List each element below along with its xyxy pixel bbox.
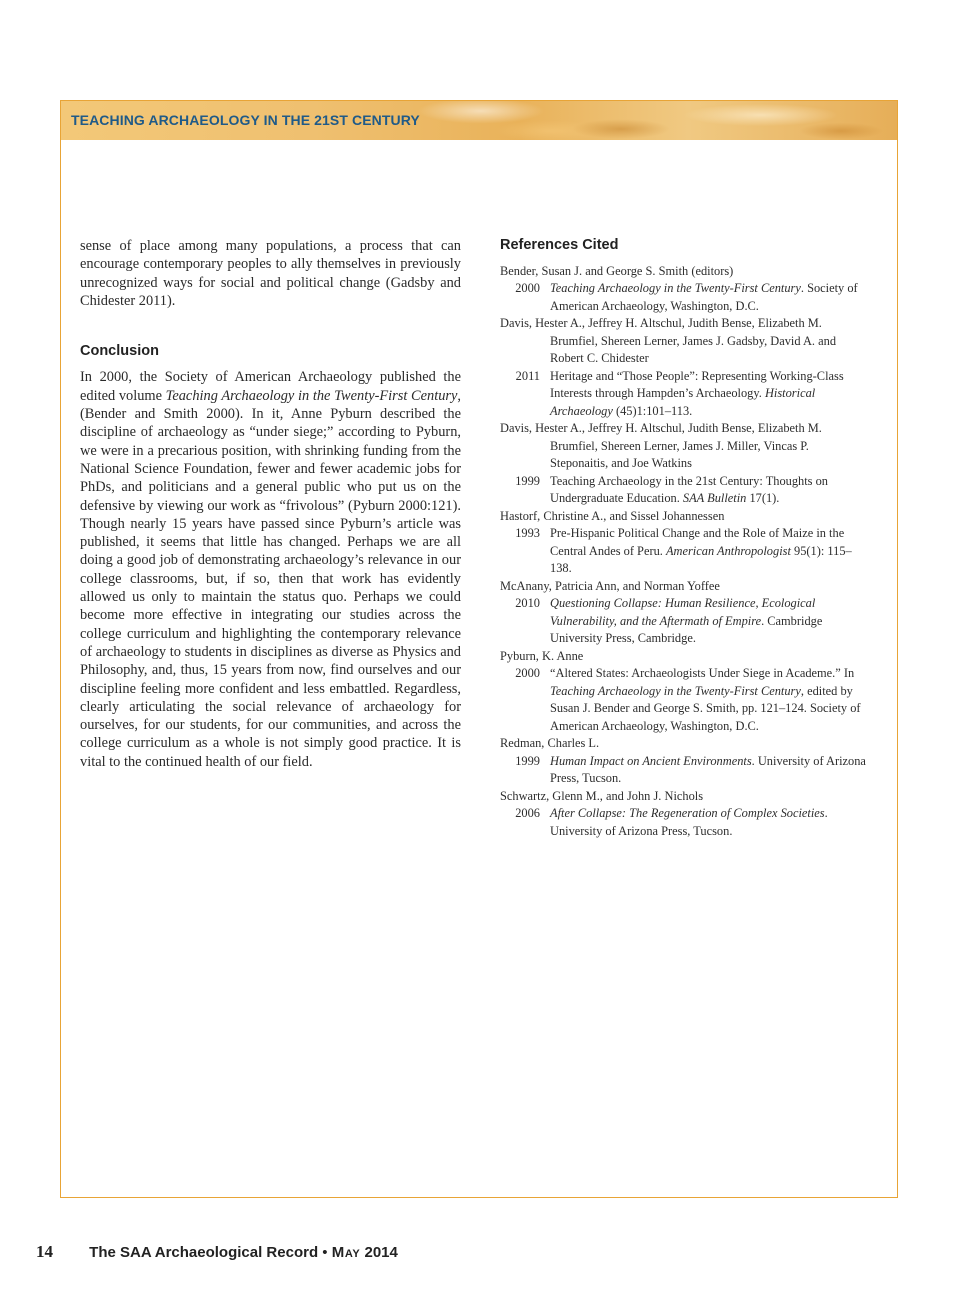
footer-separator: •	[322, 1244, 328, 1261]
intro-paragraph: sense of place among many populations, a process that can encourage contemporary peoples to ally themselves in previously unrecognized ways for social and political change (Gadsby and Chidester 2011).	[80, 238, 461, 309]
issue-year: 2014	[364, 1244, 398, 1261]
reference-citation	[550, 595, 870, 648]
text-run: 17(1).	[746, 491, 780, 505]
reference-citation	[550, 280, 870, 315]
reference-entry	[500, 595, 870, 648]
banner-title: TEACHING ARCHAEOLOGY IN THE 21ST CENTURY	[71, 112, 420, 128]
reference-author: Hastorf, Christine A., and Sissel Johannessen	[500, 508, 725, 523]
reference-item	[500, 508, 870, 578]
reference-entry	[500, 473, 870, 508]
reference-year: 2010	[515, 596, 540, 610]
conclusion-heading: Conclusion	[80, 343, 159, 360]
italic-text: Human Impact on Ancient Environments	[550, 753, 752, 768]
left-column	[80, 237, 461, 771]
text-run: . University of Arizona Press, Tucson.	[550, 753, 866, 785]
text-run: Pre-Hispanic Political Change and the Role of Maize in the Central Andes of Peru.	[550, 526, 845, 558]
reference-year: 2000	[515, 666, 540, 680]
text-run: Teaching Archaeology in the 21st Century: Thoughts on Undergraduate Education.	[550, 473, 828, 505]
references-column	[500, 237, 870, 840]
italic-text: American Anthropologist	[665, 543, 791, 558]
text-run: . University of Arizona Press, Tucson.	[550, 806, 828, 838]
reference-entry	[500, 805, 870, 840]
italic-text: Historical Archaeology	[550, 386, 816, 418]
reference-citation	[550, 753, 870, 788]
reference-citation	[550, 665, 870, 735]
reference-year: 1999	[515, 473, 540, 488]
text-run: 95(1): 115–138.	[550, 543, 852, 575]
reference-author: Pyburn, K. Anne	[500, 648, 584, 663]
reference-item	[500, 315, 870, 420]
reference-citation	[550, 473, 870, 508]
reference-entry	[500, 525, 870, 578]
publication-name: The SAA Archaeological Record	[89, 1244, 319, 1261]
reference-item	[500, 735, 870, 788]
reference-citation	[550, 525, 870, 578]
reference-item	[500, 648, 870, 736]
reference-author: Davis, Hester A., Jeffrey H. Altschul, Judith Bense, Elizabeth M. Brumfiel, Shereen Lerner, James J. Miller, Vincas P. Steponaitis, and Joe Watkins	[500, 421, 822, 470]
reference-year: 1993	[515, 526, 540, 540]
page-footer	[36, 1242, 398, 1262]
reference-item	[500, 578, 870, 648]
reference-author: McAnany, Patricia Ann, and Norman Yoffee	[500, 578, 720, 593]
reference-item	[500, 263, 870, 316]
reference-year: 2000	[515, 281, 540, 295]
reference-item	[500, 788, 870, 841]
text-run: , (Bender and Smith 2000). In it, Anne Pyburn described the discipline of archaeology as “under siege;” according to Pyburn, we were in a precarious position, with shrinking funding from the National Science Foundation, fewer and fewer academic jobs for PhDs, and politicians and a general public who put us on the defensive by viewing our work as “frivolous” (Pyburn 2000:121). Though nearly 15 years have passed since Pyburn’s article was published, it seems that little has changed. Perhaps we are all doing a good job of demonstrating archaeology’s relevance in our college classrooms, but, if so, then that work has evidently allowed us only to maintain the status quo. Perhaps we could become more effective in integrating our studies across the college curriculum and highlighting the contemporary relevance of archaeology to students in disciplines as diverse as Physics and Philosophy, and, thus, 15 years from now, find ourselves and our discipline feeling more confident and less embattled. Regardless, clearly articulating the social relevance of archaeology for ourselves, for our students, for our communities, and across the college curriculum as a whole is not simply good practice. It is vital to the continued health of our field.	[80, 387, 462, 770]
reference-entry	[500, 665, 870, 735]
text-run: In 2000, the Society of American Archaeology published the edited volume	[80, 369, 461, 404]
issue-month: May	[331, 1244, 361, 1261]
reference-item	[500, 420, 870, 508]
italic-text: Teaching Archaeology in the Twenty-First Century	[165, 387, 458, 404]
reference-citation	[550, 805, 870, 840]
reference-author: Redman, Charles L.	[500, 736, 600, 750]
page-number: 14	[36, 1242, 53, 1261]
italic-text: Questioning Collapse: Human Resilience, Ecological Vulnerability, and the Aftermath of Empire	[550, 596, 816, 628]
conclusion-paragraph	[80, 368, 461, 771]
text-run: . Cambridge University Press, Cambridge.	[550, 613, 823, 645]
italic-text: Teaching Archaeology in the Twenty-First Century	[550, 683, 801, 698]
text-run: Heritage and “Those People”: Representing Working-Class Interests through Hampden’s Archaeology.	[550, 368, 844, 400]
reference-entry	[500, 280, 870, 315]
italic-text: Teaching Archaeology in the Twenty-First Century	[550, 281, 801, 295]
reference-list	[500, 263, 870, 841]
text-run: (45)1:101–113.	[612, 403, 693, 418]
reference-citation	[550, 368, 870, 421]
reference-year: 1999	[515, 753, 540, 768]
text-run: . Society of American Archaeology, Washington, D.C.	[550, 281, 858, 313]
reference-entry	[500, 753, 870, 788]
references-heading: References Cited	[500, 237, 619, 253]
section-banner	[61, 101, 897, 140]
reference-year: 2011	[515, 368, 540, 383]
reference-author: Schwartz, Glenn M., and John J. Nichols	[500, 788, 704, 803]
text-run: , edited by Susan J. Bender and George S. Smith, pp. 121–124. Society of American Archaeology, Washington, D.C.	[550, 683, 861, 733]
italic-text: SAA Bulletin	[682, 491, 747, 505]
italic-text: After Collapse: The Regeneration of Complex Societies	[550, 806, 825, 820]
reference-year: 2006	[515, 806, 540, 820]
reference-author: Davis, Hester A., Jeffrey H. Altschul, Judith Bense, Elizabeth M. Brumfiel, Shereen Lerner, James J. Gadsby, David A. and Robert C. Chidester	[500, 316, 837, 365]
reference-author: Bender, Susan J. and George S. Smith (editors)	[500, 263, 734, 278]
text-run: “Altered States: Archaeologists Under Siege in Academe.” In	[550, 666, 855, 680]
reference-entry	[500, 368, 870, 421]
